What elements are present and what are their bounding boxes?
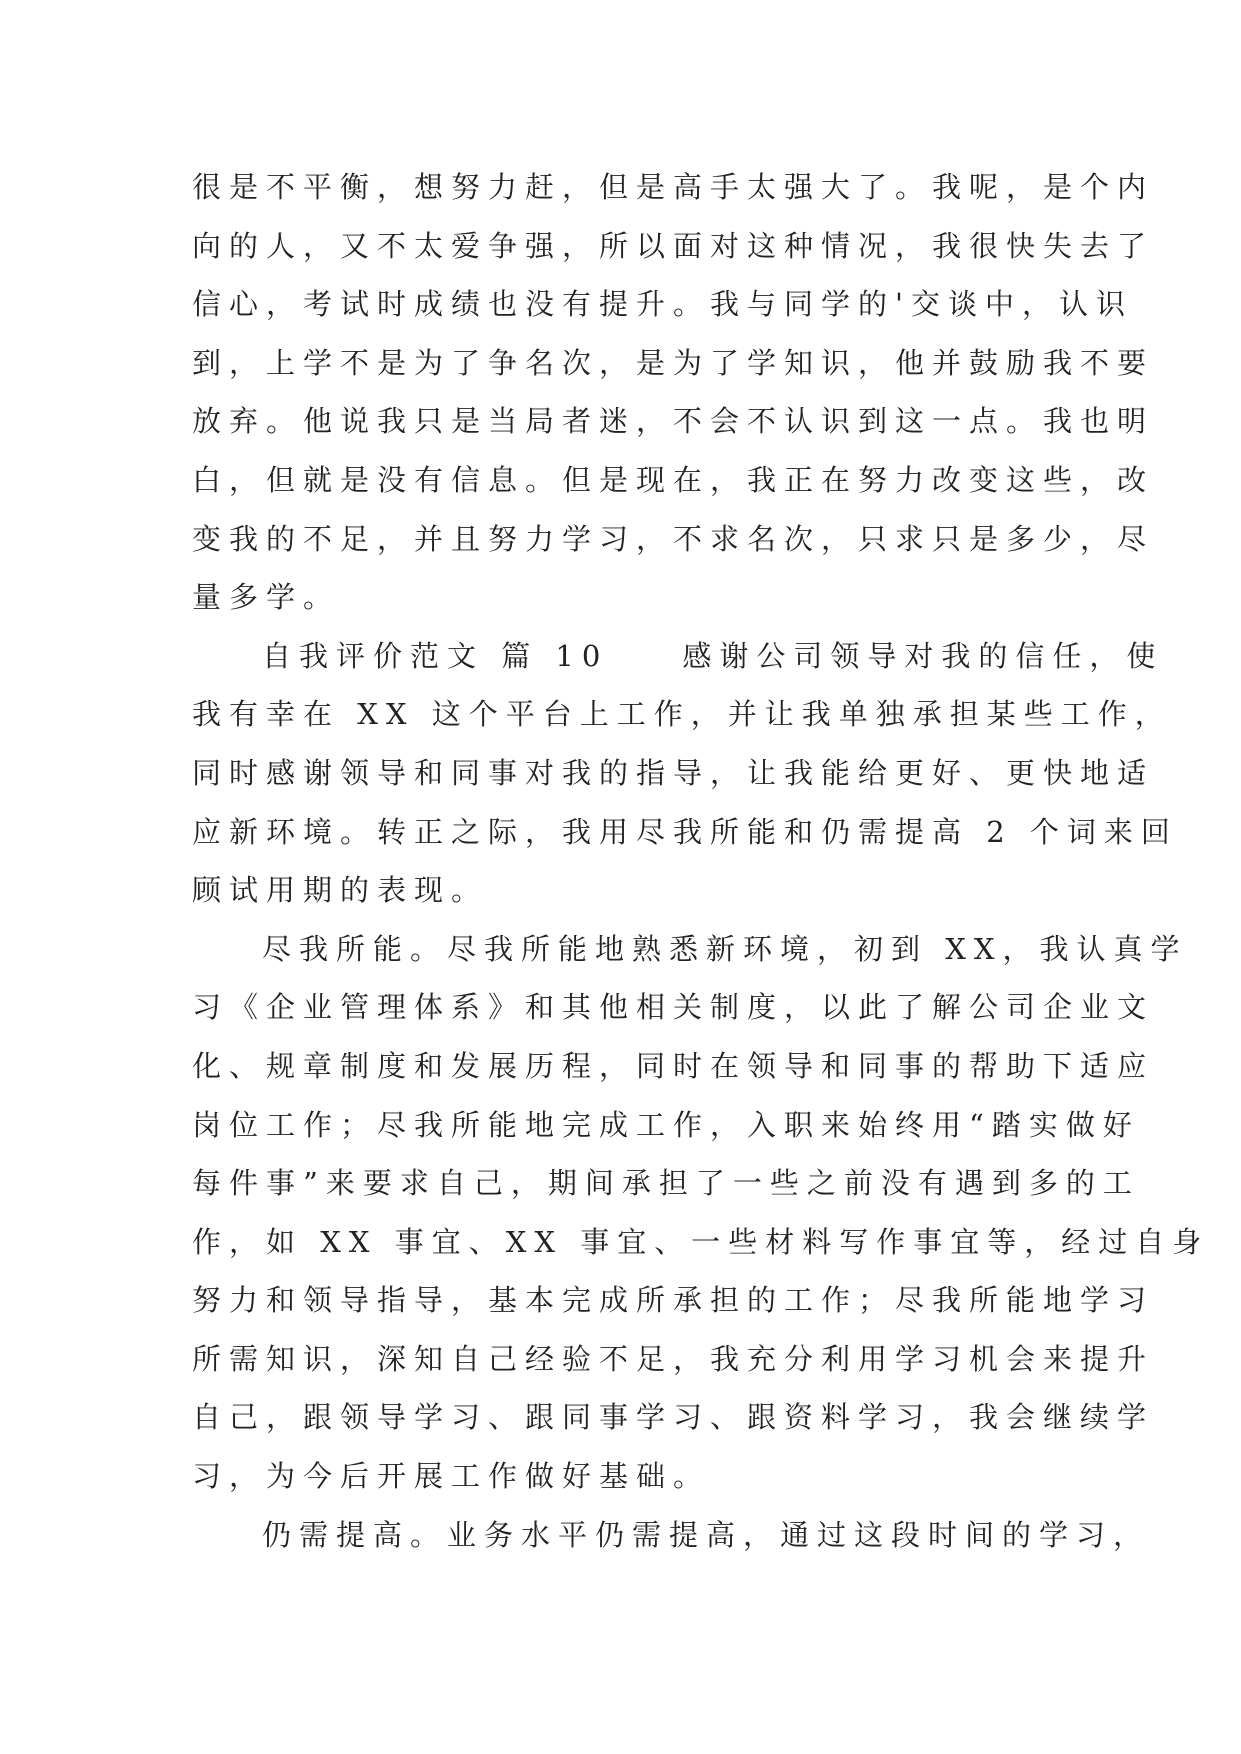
paragraph-start-line: 尽我所能。尽我所能地熟悉新环境，初到 XX，我认真学 xyxy=(262,931,1188,966)
text-line: 我有幸在 XX 这个平台上工作，并让我单独承担某些工作， xyxy=(192,697,1172,732)
text-line: 应新环境。转正之际，我用尽我所能和仍需提高 2 个词来回 xyxy=(192,814,1178,849)
text-line: 岗位工作；尽我所能地完成工作，入职来始终用“踏实做好 xyxy=(192,1107,1140,1142)
text-line: 努力和领导指导，基本完成所承担的工作；尽我所能地学习 xyxy=(192,1283,1155,1318)
paragraph-start-line: 仍需提高。业务水平仍需提高，通过这段时间的学习， xyxy=(262,1517,1151,1552)
text-line: 习，为今后开展工作做好基础。 xyxy=(192,1459,711,1494)
text-line: 顾试用期的表现。 xyxy=(192,873,489,908)
document-body xyxy=(192,158,1210,1564)
text-line: 很是不平衡，想努力赶，但是高手太强大了。我呢，是个内 xyxy=(192,170,1155,204)
text-line: 白，但就是没有信息。但是现在，我正在努力改变这些，改 xyxy=(192,462,1155,497)
text-line: 同时感谢领导和同事对我的指导，让我能给更好、更快地适 xyxy=(192,755,1155,790)
text-line: 作，如 XX 事宜、XX 事宜、一些材料写作事宜等，经过自身 xyxy=(192,1224,1210,1259)
text-line: 放弃。他说我只是当局者迷，不会不认识到这一点。我也明 xyxy=(192,404,1155,439)
text-line: 习《企业管理体系》和其他相关制度，以此了解公司企业文 xyxy=(192,990,1155,1025)
text-line: 向的人，又不太爱争强，所以面对这种情况，我很快失去了 xyxy=(192,228,1155,263)
text-line: 信心，考试时成绩也没有提升。我与同学的'交谈中，认识 xyxy=(192,287,1133,322)
text-line: 到，上学不是为了争名次，是为了学知识，他并鼓励我不要 xyxy=(192,345,1155,380)
section-heading-line: 自我评价范文 篇 10 感谢公司领导对我的信任，使 xyxy=(262,638,1164,673)
text-line: 变我的不足，并且努力学习，不求名次，只求只是多少，尽 xyxy=(192,521,1155,556)
text-line: 每件事”来要求自己，期间承担了一些之前没有遇到多的工 xyxy=(192,1166,1140,1201)
text-line: 化、规章制度和发展历程，同时在领导和同事的帮助下适应 xyxy=(192,1048,1155,1083)
text-line: 量多学。 xyxy=(192,580,341,615)
text-line: 自己，跟领导学习、跟同事学习、跟资料学习，我会继续学 xyxy=(192,1400,1155,1435)
text-line: 所需知识，深知自己经验不足，我充分利用学习机会来提升 xyxy=(192,1341,1155,1376)
